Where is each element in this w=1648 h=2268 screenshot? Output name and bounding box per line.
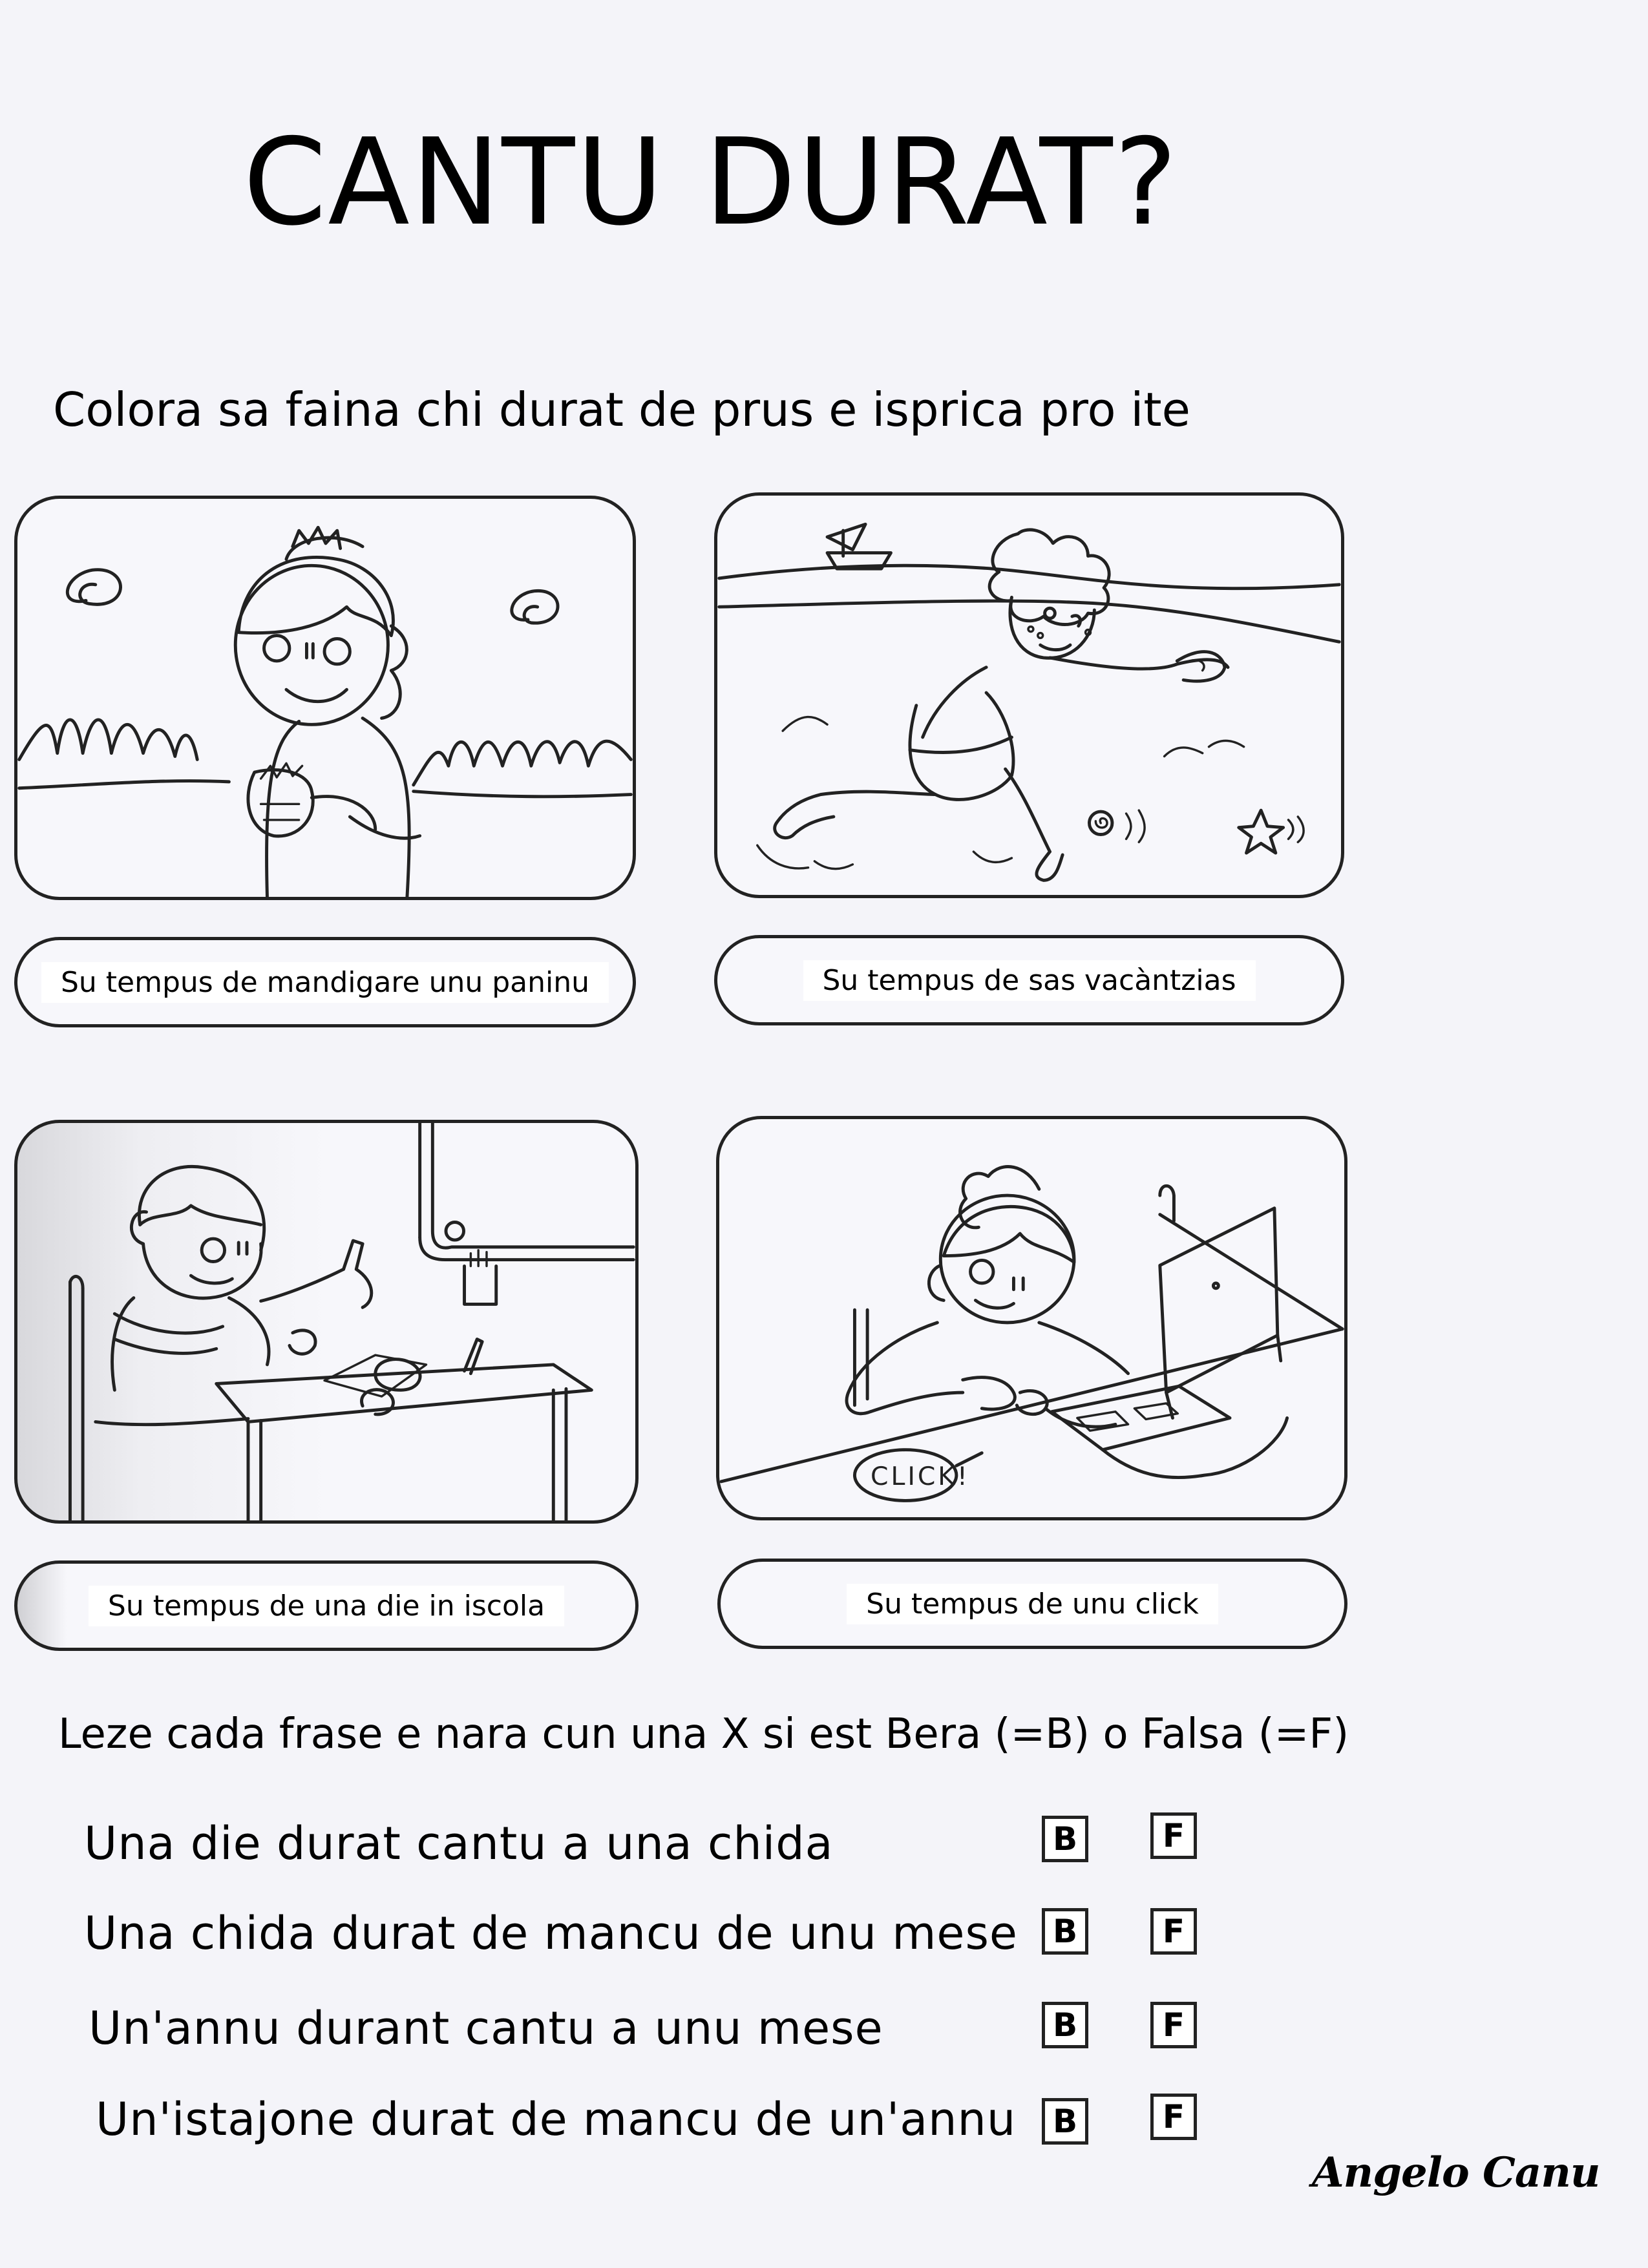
caption-text: Su tempus de unu click xyxy=(847,1584,1218,1624)
author-signature: Angelo Canu xyxy=(1312,2148,1600,2197)
true-checkbox-3[interactable]: B xyxy=(1042,2002,1088,2048)
false-checkbox-1[interactable]: F xyxy=(1150,1812,1197,1859)
caption-holidays xyxy=(714,935,1344,1025)
false-checkbox-3[interactable]: F xyxy=(1150,2002,1197,2048)
statement-3: Un'annu durant cantu a unu mese xyxy=(89,2002,883,2055)
worksheet-title: CANTU DURAT? xyxy=(243,112,1179,252)
boy-at-beach-illustration xyxy=(717,496,1341,895)
coloring-instruction: Colora sa faina chi durat de prus e isprica pro ite xyxy=(53,383,1190,437)
true-checkbox-4[interactable]: B xyxy=(1042,2098,1088,2145)
caption-click xyxy=(717,1559,1347,1649)
click-bubble-text: CLICK! xyxy=(871,1461,970,1491)
true-checkbox-1[interactable]: B xyxy=(1042,1816,1088,1862)
statement-4: Un'istajone durat de mancu de un'annu xyxy=(96,2093,1017,2146)
true-checkbox-2[interactable]: B xyxy=(1042,1908,1088,1955)
girl-at-computer-illustration xyxy=(719,1119,1344,1517)
caption-text: Su tempus de mandigare unu paninu xyxy=(41,962,609,1003)
panel-holidays[interactable] xyxy=(714,492,1344,898)
panel-school-day[interactable] xyxy=(14,1120,639,1524)
caption-eating-sandwich xyxy=(14,937,636,1027)
truefalse-instruction: Leze cada frase e nara cun una X si est Bera (=B) o Falsa (=F) xyxy=(58,1710,1349,1758)
false-checkbox-2[interactable]: F xyxy=(1150,1908,1197,1955)
caption-text: Su tempus de una die in iscola xyxy=(89,1586,564,1626)
boy-at-school-illustration xyxy=(17,1123,635,1520)
caption-text: Su tempus de sas vacàntzias xyxy=(803,960,1256,1001)
panel-click[interactable] xyxy=(716,1116,1347,1520)
statement-2: Una chida durat de mancu de unu mese xyxy=(84,1907,1018,1960)
girl-eating-illustration xyxy=(17,499,633,897)
false-checkbox-4[interactable]: F xyxy=(1150,2094,1197,2140)
panel-eating-sandwich[interactable] xyxy=(14,496,636,900)
statement-1: Una die durat cantu a una chida xyxy=(84,1817,834,1870)
caption-school-day xyxy=(14,1560,639,1651)
